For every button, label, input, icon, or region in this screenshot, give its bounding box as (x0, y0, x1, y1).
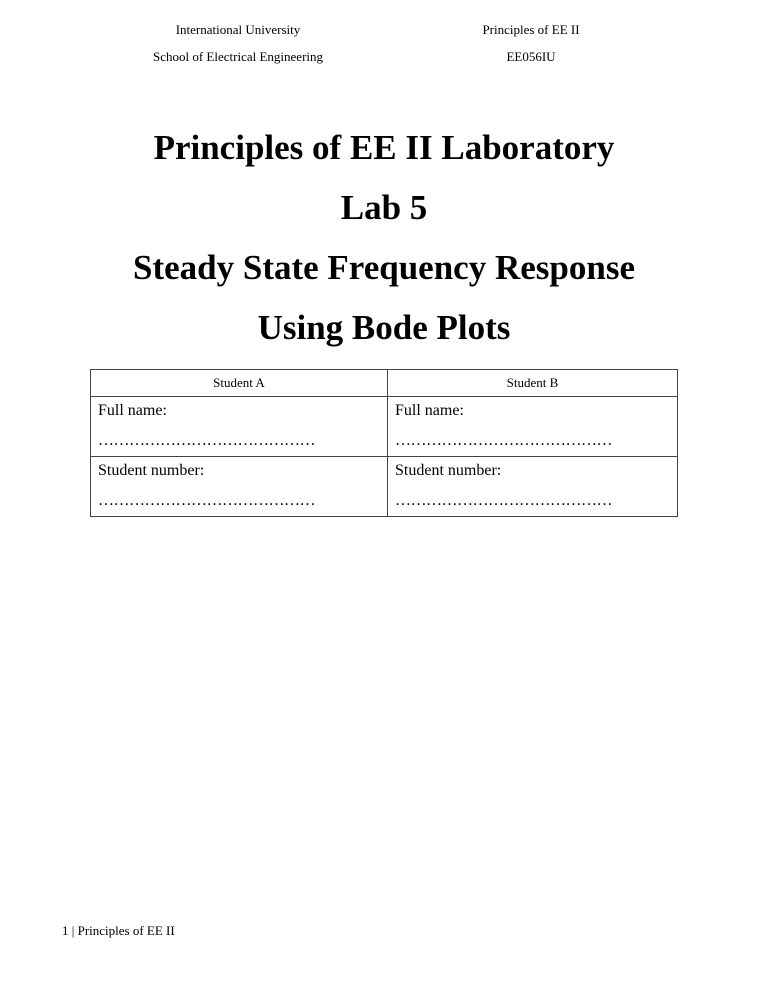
header-university: International University (175, 22, 301, 37)
student-a-number[interactable] (91, 457, 388, 517)
full-name-label: Full name: (395, 402, 464, 419)
title-line-3: Steady State Frequency Response (133, 248, 635, 287)
student-number-blank: …………………………………… (395, 492, 612, 509)
full-name-label: Full name: (98, 402, 167, 419)
student-number-label: Student number: (98, 462, 205, 479)
student-info-table (90, 369, 678, 517)
header-course: Principles of EE II (482, 22, 580, 37)
full-name-blank: …………………………………… (395, 432, 612, 449)
student-b-header: Student B (388, 370, 678, 397)
student-a-header: Student A (91, 370, 388, 397)
full-name-blank: …………………………………… (98, 432, 315, 449)
header-course-code: EE056IU (506, 49, 556, 64)
student-b-number[interactable] (388, 457, 678, 517)
page-footer: 1 | Principles of EE II (62, 923, 175, 938)
student-b-full-name[interactable] (388, 397, 678, 457)
header-school: School of Electrical Engineering (152, 49, 324, 64)
student-number-blank: …………………………………… (98, 492, 315, 509)
student-a-full-name[interactable] (91, 397, 388, 457)
title-line-2: Lab 5 (340, 188, 428, 227)
student-number-label: Student number: (395, 462, 502, 479)
title-line-4: Using Bode Plots (257, 308, 511, 347)
title-line-1: Principles of EE II Laboratory (153, 128, 615, 167)
